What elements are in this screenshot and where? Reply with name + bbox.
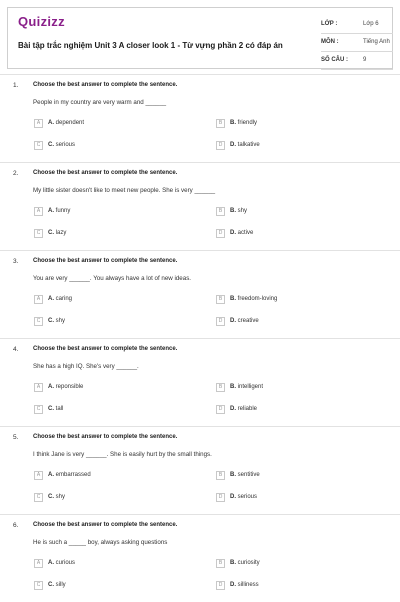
option-box[interactable]: B xyxy=(216,207,225,216)
option-c[interactable] xyxy=(34,492,65,502)
option-letter: B. xyxy=(230,208,236,214)
option-box[interactable]: A xyxy=(34,119,43,128)
option-letter: A. xyxy=(48,120,54,126)
option-text: talkative xyxy=(237,142,260,148)
option-a[interactable] xyxy=(34,558,75,568)
worksheet-meta xyxy=(321,16,393,70)
option-letter: D. xyxy=(230,230,236,236)
option-letter: C. xyxy=(48,230,54,236)
option-text: curiosity xyxy=(237,560,260,566)
option-d[interactable] xyxy=(216,492,257,502)
meta-row-count xyxy=(321,52,393,70)
question-6 xyxy=(0,514,400,602)
option-box[interactable]: C xyxy=(34,405,43,414)
option-box[interactable]: B xyxy=(216,471,225,480)
option-c[interactable] xyxy=(34,140,75,150)
question-prompt: Choose the best answer to complete the sentence. xyxy=(33,258,178,264)
option-letter: A. xyxy=(48,208,54,214)
option-text: funny xyxy=(55,208,71,214)
option-d[interactable] xyxy=(216,140,260,150)
option-text: silliness xyxy=(237,582,259,588)
option-box[interactable]: A xyxy=(34,383,43,392)
option-letter: A. xyxy=(48,384,54,390)
option-letter: A. xyxy=(48,296,54,302)
option-text: serious xyxy=(237,494,258,500)
option-text: dependent xyxy=(55,120,85,126)
option-letter: B. xyxy=(230,384,236,390)
option-a[interactable] xyxy=(34,206,70,216)
option-a[interactable] xyxy=(34,294,72,304)
option-box[interactable]: C xyxy=(34,317,43,326)
option-text: caring xyxy=(55,296,73,302)
option-letter: C. xyxy=(48,494,54,500)
question-number: 6. xyxy=(13,522,19,529)
option-letter: C. xyxy=(48,318,54,324)
question-number: 5. xyxy=(13,434,19,441)
option-letter: A. xyxy=(48,560,54,566)
option-box[interactable]: D xyxy=(216,493,225,502)
option-box[interactable]: B xyxy=(216,295,225,304)
option-letter: D. xyxy=(230,494,236,500)
option-box[interactable]: D xyxy=(216,317,225,326)
option-a[interactable] xyxy=(34,118,84,128)
option-c[interactable] xyxy=(34,228,66,238)
option-b[interactable] xyxy=(216,382,263,392)
question-number: 2. xyxy=(13,170,19,177)
meta-row-subject xyxy=(321,34,393,52)
question-text: I think Jane is very ______. She is easily hurt by the small things. xyxy=(33,451,212,458)
option-text: reliable xyxy=(237,406,258,412)
option-text: reponsible xyxy=(55,384,84,390)
question-number: 3. xyxy=(13,258,19,265)
question-4 xyxy=(0,338,400,426)
option-box[interactable]: C xyxy=(34,581,43,590)
option-c[interactable] xyxy=(34,316,65,326)
question-number: 4. xyxy=(13,346,19,353)
option-text: lazy xyxy=(55,230,67,236)
meta-value: Tiếng Anh xyxy=(363,39,390,45)
option-letter: D. xyxy=(230,406,236,412)
question-text: People in my country are very warm and ______ xyxy=(33,99,167,106)
option-text: shy xyxy=(55,318,66,324)
option-letter: D. xyxy=(230,318,236,324)
option-box[interactable]: D xyxy=(216,229,225,238)
question-text: He is such a _____ boy, always asking questions xyxy=(33,539,168,546)
question-prompt: Choose the best answer to complete the sentence. xyxy=(33,170,178,176)
option-text: tall xyxy=(55,406,64,412)
option-text: intelligent xyxy=(237,384,264,390)
option-b[interactable] xyxy=(216,294,277,304)
option-text: embarrassed xyxy=(55,472,91,478)
meta-label: LỚP : xyxy=(321,21,338,27)
option-b[interactable] xyxy=(216,558,260,568)
option-text: shy xyxy=(55,494,66,500)
option-letter: B. xyxy=(230,472,236,478)
meta-value: 9 xyxy=(363,57,367,63)
option-letter: C. xyxy=(48,582,54,588)
option-b[interactable] xyxy=(216,470,260,480)
question-5 xyxy=(0,426,400,514)
option-b[interactable] xyxy=(216,118,257,128)
option-box[interactable]: C xyxy=(34,493,43,502)
worksheet-header xyxy=(7,7,393,69)
option-letter: A. xyxy=(48,472,54,478)
option-letter: B. xyxy=(230,296,236,302)
option-box[interactable]: D xyxy=(216,581,225,590)
option-box[interactable]: A xyxy=(34,207,43,216)
option-text: serious xyxy=(55,142,76,148)
option-a[interactable] xyxy=(34,470,91,480)
option-d[interactable] xyxy=(216,228,253,238)
option-c[interactable] xyxy=(34,404,63,414)
option-letter: C. xyxy=(48,142,54,148)
question-3 xyxy=(0,250,400,338)
option-box[interactable]: D xyxy=(216,141,225,150)
option-text: sentitive xyxy=(237,472,260,478)
question-text: She has a high IQ. She's very ______. xyxy=(33,363,139,370)
option-text: active xyxy=(237,230,254,236)
option-b[interactable] xyxy=(216,206,247,216)
option-box[interactable]: B xyxy=(216,383,225,392)
option-box[interactable]: C xyxy=(34,229,43,238)
quizizz-logo: Quizizz xyxy=(18,14,65,29)
option-d[interactable] xyxy=(216,316,259,326)
worksheet-title: Bài tập trắc nghiệm Unit 3 A closer look 1 - Từ vựng phần 2 có đáp án xyxy=(18,41,283,50)
option-text: curious xyxy=(55,560,76,566)
question-text: My little sister doesn't like to meet new people. She is very ______ xyxy=(33,187,216,194)
meta-label: SỐ CÂU : xyxy=(321,57,348,63)
meta-value: Lớp 6 xyxy=(363,21,379,27)
meta-row-grade xyxy=(321,16,393,34)
question-number: 1. xyxy=(13,82,19,89)
option-text: creative xyxy=(237,318,259,324)
question-prompt: Choose the best answer to complete the sentence. xyxy=(33,522,178,528)
meta-label: MÔN : xyxy=(321,39,339,45)
question-1 xyxy=(0,74,400,162)
option-c[interactable] xyxy=(34,580,66,590)
option-letter: B. xyxy=(230,560,236,566)
option-text: silly xyxy=(55,582,66,588)
option-a[interactable] xyxy=(34,382,83,392)
option-box[interactable]: A xyxy=(34,559,43,568)
question-prompt: Choose the best answer to complete the sentence. xyxy=(33,82,178,88)
option-box[interactable]: A xyxy=(34,295,43,304)
question-list xyxy=(0,74,400,602)
option-box[interactable]: B xyxy=(216,559,225,568)
question-text: You are very ______. You always have a lot of new ideas. xyxy=(33,275,192,282)
option-letter: D. xyxy=(230,582,236,588)
option-text: shy xyxy=(237,208,248,214)
question-prompt: Choose the best answer to complete the sentence. xyxy=(33,346,178,352)
option-letter: B. xyxy=(230,120,236,126)
option-text: freedom-loving xyxy=(237,296,278,302)
question-2 xyxy=(0,162,400,250)
option-text: friendly xyxy=(237,120,258,126)
option-box[interactable]: A xyxy=(34,471,43,480)
option-d[interactable] xyxy=(216,580,259,590)
option-box[interactable]: D xyxy=(216,405,225,414)
question-prompt: Choose the best answer to complete the sentence. xyxy=(33,434,178,440)
option-letter: D. xyxy=(230,142,236,148)
option-box[interactable]: B xyxy=(216,119,225,128)
option-box[interactable]: C xyxy=(34,141,43,150)
option-letter: C. xyxy=(48,406,54,412)
option-d[interactable] xyxy=(216,404,257,414)
